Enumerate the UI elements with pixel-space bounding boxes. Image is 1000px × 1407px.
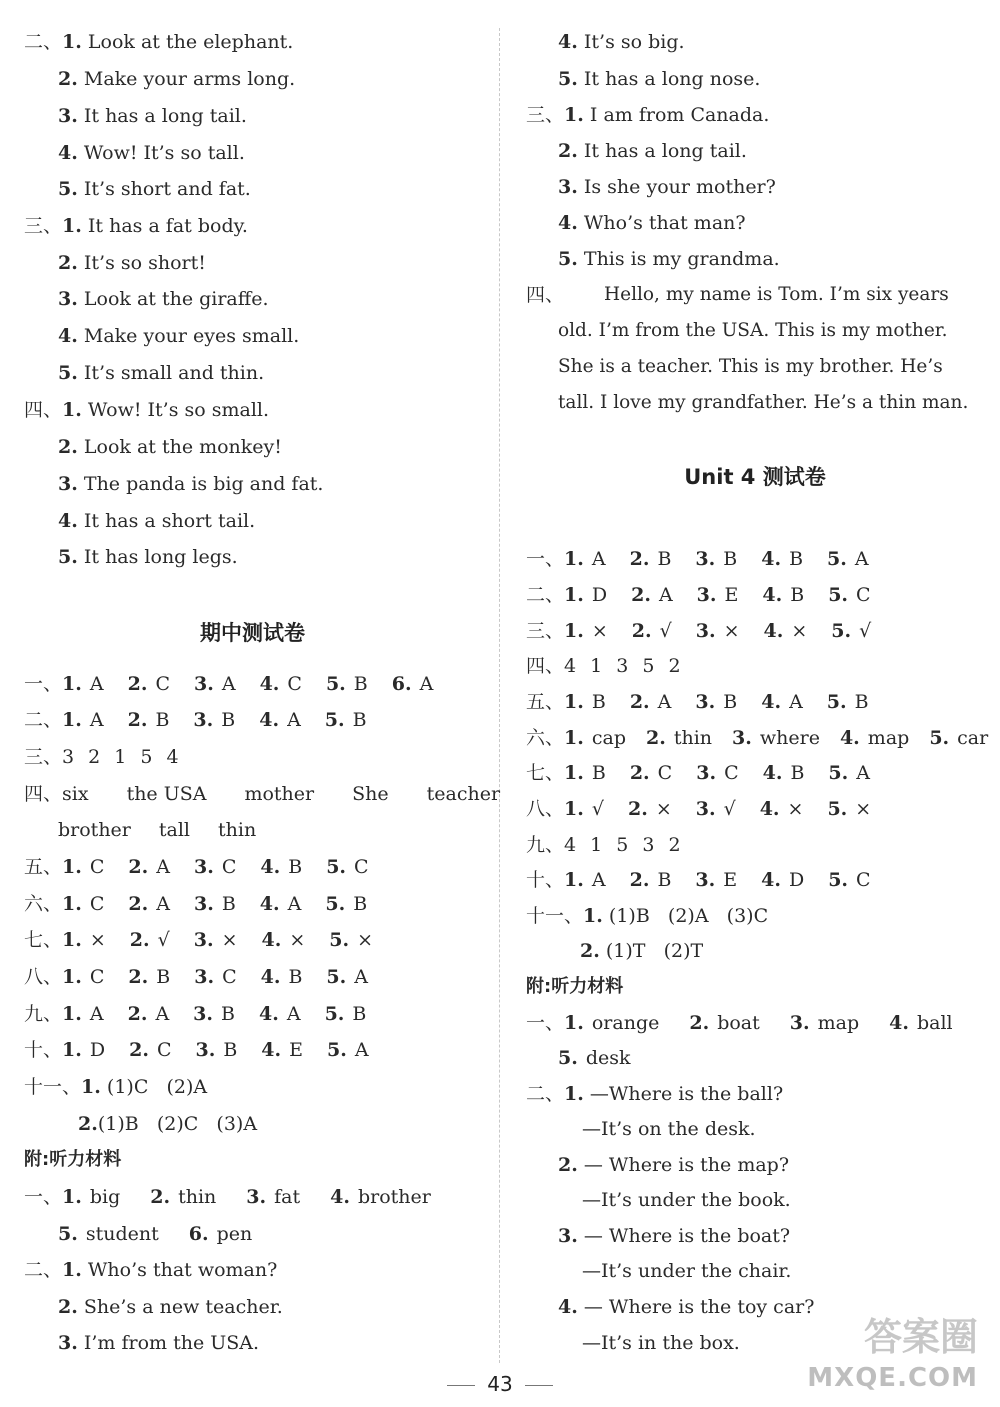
answer-line: —It’s on the desk. [582, 1118, 756, 1140]
section-label: 五、 [526, 691, 565, 713]
answer-item: 3. C [696, 762, 739, 784]
answer-item: 2. boat [689, 1012, 760, 1034]
answer-item: 4. map [839, 727, 910, 749]
answer-item: 3. where [732, 727, 820, 749]
answer-item: 1. B [564, 762, 606, 784]
answer-item: 2. B [629, 548, 672, 570]
answer-item: 2. √ [129, 929, 170, 951]
section-label: 二、 [24, 709, 63, 731]
answer-item: 4. B [761, 548, 804, 570]
answer-item: 4. ball [889, 1012, 953, 1034]
word-item: six [62, 783, 89, 805]
answer-row: 三、3 2 1 5 4 [24, 746, 183, 768]
word-item: thin [218, 819, 257, 841]
answer-line: 2. She’s a new teacher. [58, 1296, 283, 1318]
answer-item: 3. B [195, 1039, 238, 1061]
answer-item: 6. A [391, 673, 434, 695]
word-list [62, 783, 538, 805]
answer-row [526, 541, 893, 577]
answer-row [526, 1005, 983, 1041]
answer-line: 3. Look at the giraffe. [58, 288, 269, 310]
answer-item: 4. B [260, 856, 303, 878]
appendix-label: 附:听力材料 [24, 1149, 122, 1170]
answer-item: 1. A [62, 673, 104, 695]
answer-row: 十一、1. (1)B (2)A (3)C [526, 905, 769, 927]
answer-row: 2.(1)B (2)C (3)A [78, 1113, 258, 1135]
section-label: 七、 [526, 762, 565, 784]
answer-item: 1. D [62, 1039, 106, 1061]
answer-item: 1. big [62, 1186, 121, 1208]
answer-row [526, 720, 1000, 756]
answer-item: 1. A [62, 709, 104, 731]
answer-row [24, 1032, 393, 1068]
answer-line: 5. It’s small and thin. [58, 362, 265, 384]
answer-item: 5. A [327, 1039, 369, 1061]
answer-item: 2. A [631, 584, 673, 606]
answer-line: 2. Look at the monkey! [58, 436, 282, 458]
answer-item: 2. A [128, 893, 170, 915]
midterm-title: 期中测试卷 [200, 621, 305, 645]
answer-item: 3. × [695, 620, 740, 642]
answer-item: 2. A [128, 856, 170, 878]
section-label: 八、 [526, 798, 565, 820]
answer-item: 2. thin [150, 1186, 217, 1208]
answer-line: 二、1. Look at the elephant. [24, 31, 294, 53]
paragraph-line: She is a teacher. This is my brother. He’s [558, 356, 943, 377]
answer-item: 2. B [127, 709, 170, 731]
answer-item: 3. B [193, 709, 236, 731]
paragraph-line: old. I’m from the USA. This is my mother. [558, 320, 948, 341]
answer-row [24, 1179, 461, 1215]
answer-row: 2. (1)T (2)T [580, 940, 704, 962]
answer-line: 三、1. I am from Canada. [526, 104, 770, 126]
answer-row [526, 755, 894, 791]
answer-item: 3. C [194, 966, 237, 988]
answer-item: 1. √ [564, 798, 604, 820]
section-label: 三、 [526, 620, 565, 642]
answer-line: 二、1. Who’s that woman? [24, 1259, 278, 1281]
section-label: 八、 [24, 966, 63, 988]
page-number: 43 [0, 1372, 1000, 1396]
answer-item: 4. A [761, 691, 803, 713]
answer-line: 四、1. Wow! It’s so small. [24, 399, 270, 421]
column-divider [499, 28, 500, 1363]
answer-item: 3. B [193, 1003, 235, 1025]
answer-row: 九、4 1 5 3 2 [526, 834, 685, 856]
section-label: 一、 [526, 1012, 565, 1034]
answer-line: 5. It has a long nose. [558, 68, 761, 90]
section-label: 十、 [526, 869, 565, 891]
answer-item: 5. student [58, 1223, 159, 1245]
answer-row: 十一、1. (1)C (2)A [24, 1076, 208, 1098]
answer-line: 3. It has a long tail. [58, 105, 247, 127]
answer-line: 2. Make your arms long. [58, 68, 296, 90]
answer-item: 4. A [259, 709, 301, 731]
section-label: 一、 [24, 673, 63, 695]
word-item: tall [158, 819, 191, 841]
answer-line: 2. It has a long tail. [558, 140, 747, 162]
section-label: 一、 [24, 1186, 63, 1208]
answer-item: 5. A [827, 548, 869, 570]
answer-item: 1. C [62, 856, 105, 878]
answer-line: 3. The panda is big and fat. [58, 473, 324, 495]
answer-item: 1. A [564, 548, 606, 570]
answer-item: 5. car [929, 727, 989, 749]
answer-item: 3. E [696, 584, 739, 606]
paragraph-line: Hello, my name is Tom. I’m six years [604, 284, 949, 305]
section-label: 十、 [24, 1039, 63, 1061]
answer-row [58, 812, 284, 848]
answer-row [58, 1216, 282, 1252]
section-label: 六、 [24, 893, 63, 915]
answer-item: 2. √ [631, 620, 672, 642]
answer-row [24, 702, 391, 738]
answer-line: —It’s under the chair. [582, 1260, 792, 1282]
section-label: 六、 [526, 727, 565, 749]
answer-item: 5. A [326, 966, 368, 988]
answer-row: 四、six the USA mother She teacher [24, 776, 538, 812]
answer-line: 5. This is my grandma. [558, 248, 780, 270]
answer-item: 4. A [258, 1003, 301, 1025]
answer-item: 3. B [695, 548, 738, 570]
answer-row [526, 684, 893, 720]
section-label: 二、 [526, 584, 565, 606]
answer-item: 3. C [193, 856, 237, 878]
answer-item: 1. D [564, 584, 608, 606]
answer-item: 4. A [259, 893, 302, 915]
section-label: 七、 [24, 929, 63, 951]
appendix-label: 附:听力材料 [526, 976, 624, 997]
answer-item: 1. × [62, 929, 106, 951]
watermark-chars: 答案圈 [863, 1315, 978, 1359]
answer-item: 2. C [629, 762, 673, 784]
answer-item: 3. B [695, 691, 738, 713]
answer-line: 4. It has a short tail. [58, 510, 256, 532]
answer-item: 2. thin [646, 727, 713, 749]
answer-item: 4. × [763, 620, 808, 642]
answer-row [24, 849, 393, 885]
answer-line: 5. It’s short and fat. [58, 178, 251, 200]
answer-item: 1. orange [564, 1012, 660, 1034]
answer-row: 四、4 1 3 5 2 [526, 655, 685, 677]
answer-row [24, 959, 392, 995]
answer-item: 1. A [62, 1003, 104, 1025]
answer-item: 2. B [629, 869, 672, 891]
answer-item: 4. × [261, 929, 306, 951]
answer-row [24, 886, 391, 922]
answer-item: 5. × [827, 798, 872, 820]
word-item: She [352, 783, 389, 805]
answer-row [526, 613, 895, 649]
answer-item: 1. C [62, 966, 105, 988]
answer-item: 5. B [324, 709, 367, 731]
answer-item: 3. × [193, 929, 238, 951]
section-label: 四、 [526, 284, 565, 306]
answer-line: —It’s in the box. [582, 1332, 740, 1354]
answer-item: 5. C [828, 869, 871, 891]
answer-line: 5. It has long legs. [58, 546, 238, 568]
answer-row [526, 577, 895, 613]
word-item: the USA [126, 783, 207, 805]
answer-line: 3. Is she your mother? [558, 176, 776, 198]
answer-item: 5. A [828, 762, 870, 784]
answer-item: 3. A [193, 673, 236, 695]
answer-line: 4. Make your eyes small. [58, 325, 300, 347]
answer-line: 三、1. It has a fat body. [24, 215, 248, 237]
answer-item: 2. × [627, 798, 672, 820]
answer-line: 4. — Where is the toy car? [558, 1296, 815, 1318]
word-list [58, 819, 284, 841]
word-item: teacher [426, 783, 501, 805]
answer-item: 2. A [127, 1003, 170, 1025]
answer-item: 5. C [828, 584, 871, 606]
answer-item: 6. pen [188, 1223, 253, 1245]
answer-item: 2. A [629, 691, 672, 713]
answer-line: 2. — Where is the map? [558, 1154, 790, 1176]
watermark-logo [807, 1313, 992, 1401]
answer-item: 4. B [762, 762, 805, 784]
answer-item: 5. B [324, 1003, 367, 1025]
word-item: brother [58, 819, 131, 841]
section-label: 五、 [24, 856, 63, 878]
answer-item: 3. B [193, 893, 236, 915]
answer-item: 1. A [564, 869, 606, 891]
answer-item: 3. √ [695, 798, 736, 820]
answer-item: 5. C [326, 856, 369, 878]
answer-item: 4. D [761, 869, 805, 891]
answer-line: 4. Who’s that man? [558, 212, 746, 234]
answer-item: 2. B [128, 966, 171, 988]
answer-row [24, 922, 397, 958]
paragraph-line: tall. I love my grandfather. He’s a thin man. [558, 392, 969, 413]
answer-item: 5. B [826, 691, 869, 713]
answer-item: 4. C [259, 673, 302, 695]
answer-line: 4. It’s so big. [558, 31, 685, 53]
answer-item: 5. √ [831, 620, 872, 642]
answer-item: 3. fat [246, 1186, 301, 1208]
answer-item: 5. B [325, 893, 368, 915]
answer-item: 1. × [564, 620, 608, 642]
answer-line: 4. Wow! It’s so tall. [58, 142, 245, 164]
answer-item: 1. C [62, 893, 105, 915]
answer-line: —It’s under the book. [582, 1189, 791, 1211]
answer-item: 4. brother [330, 1186, 431, 1208]
answer-line: 3. I’m from the USA. [58, 1332, 260, 1354]
answer-line: 2. It’s so short! [58, 252, 206, 274]
answer-row [526, 862, 895, 898]
answer-item: 4. × [759, 798, 804, 820]
answer-item: 5. desk [558, 1047, 631, 1069]
answer-row [24, 996, 390, 1032]
watermark-domain: MXQE.COM [807, 1363, 978, 1393]
answer-row [24, 666, 457, 702]
answer-item: 3. map [789, 1012, 860, 1034]
answer-row [558, 1040, 655, 1076]
answer-item: 5. × [329, 929, 374, 951]
unit4-title: Unit 4 测试卷 [684, 465, 826, 489]
answer-item: 5. B [325, 673, 368, 695]
word-item: mother [244, 783, 315, 805]
answer-item: 4. B [762, 584, 805, 606]
section-label: 一、 [526, 548, 565, 570]
answer-item: 1. B [564, 691, 606, 713]
answer-line: 3. — Where is the boat? [558, 1225, 791, 1247]
answer-row [526, 791, 895, 827]
answer-item: 2. C [129, 1039, 172, 1061]
answer-line: 二、1. —Where is the ball? [526, 1083, 784, 1105]
answer-item: 3. E [695, 869, 738, 891]
answer-item: 4. B [260, 966, 303, 988]
section-label: 九、 [24, 1003, 63, 1025]
answer-item: 2. C [127, 673, 170, 695]
answer-item: 1. cap [564, 727, 626, 749]
answer-item: 4. E [261, 1039, 304, 1061]
